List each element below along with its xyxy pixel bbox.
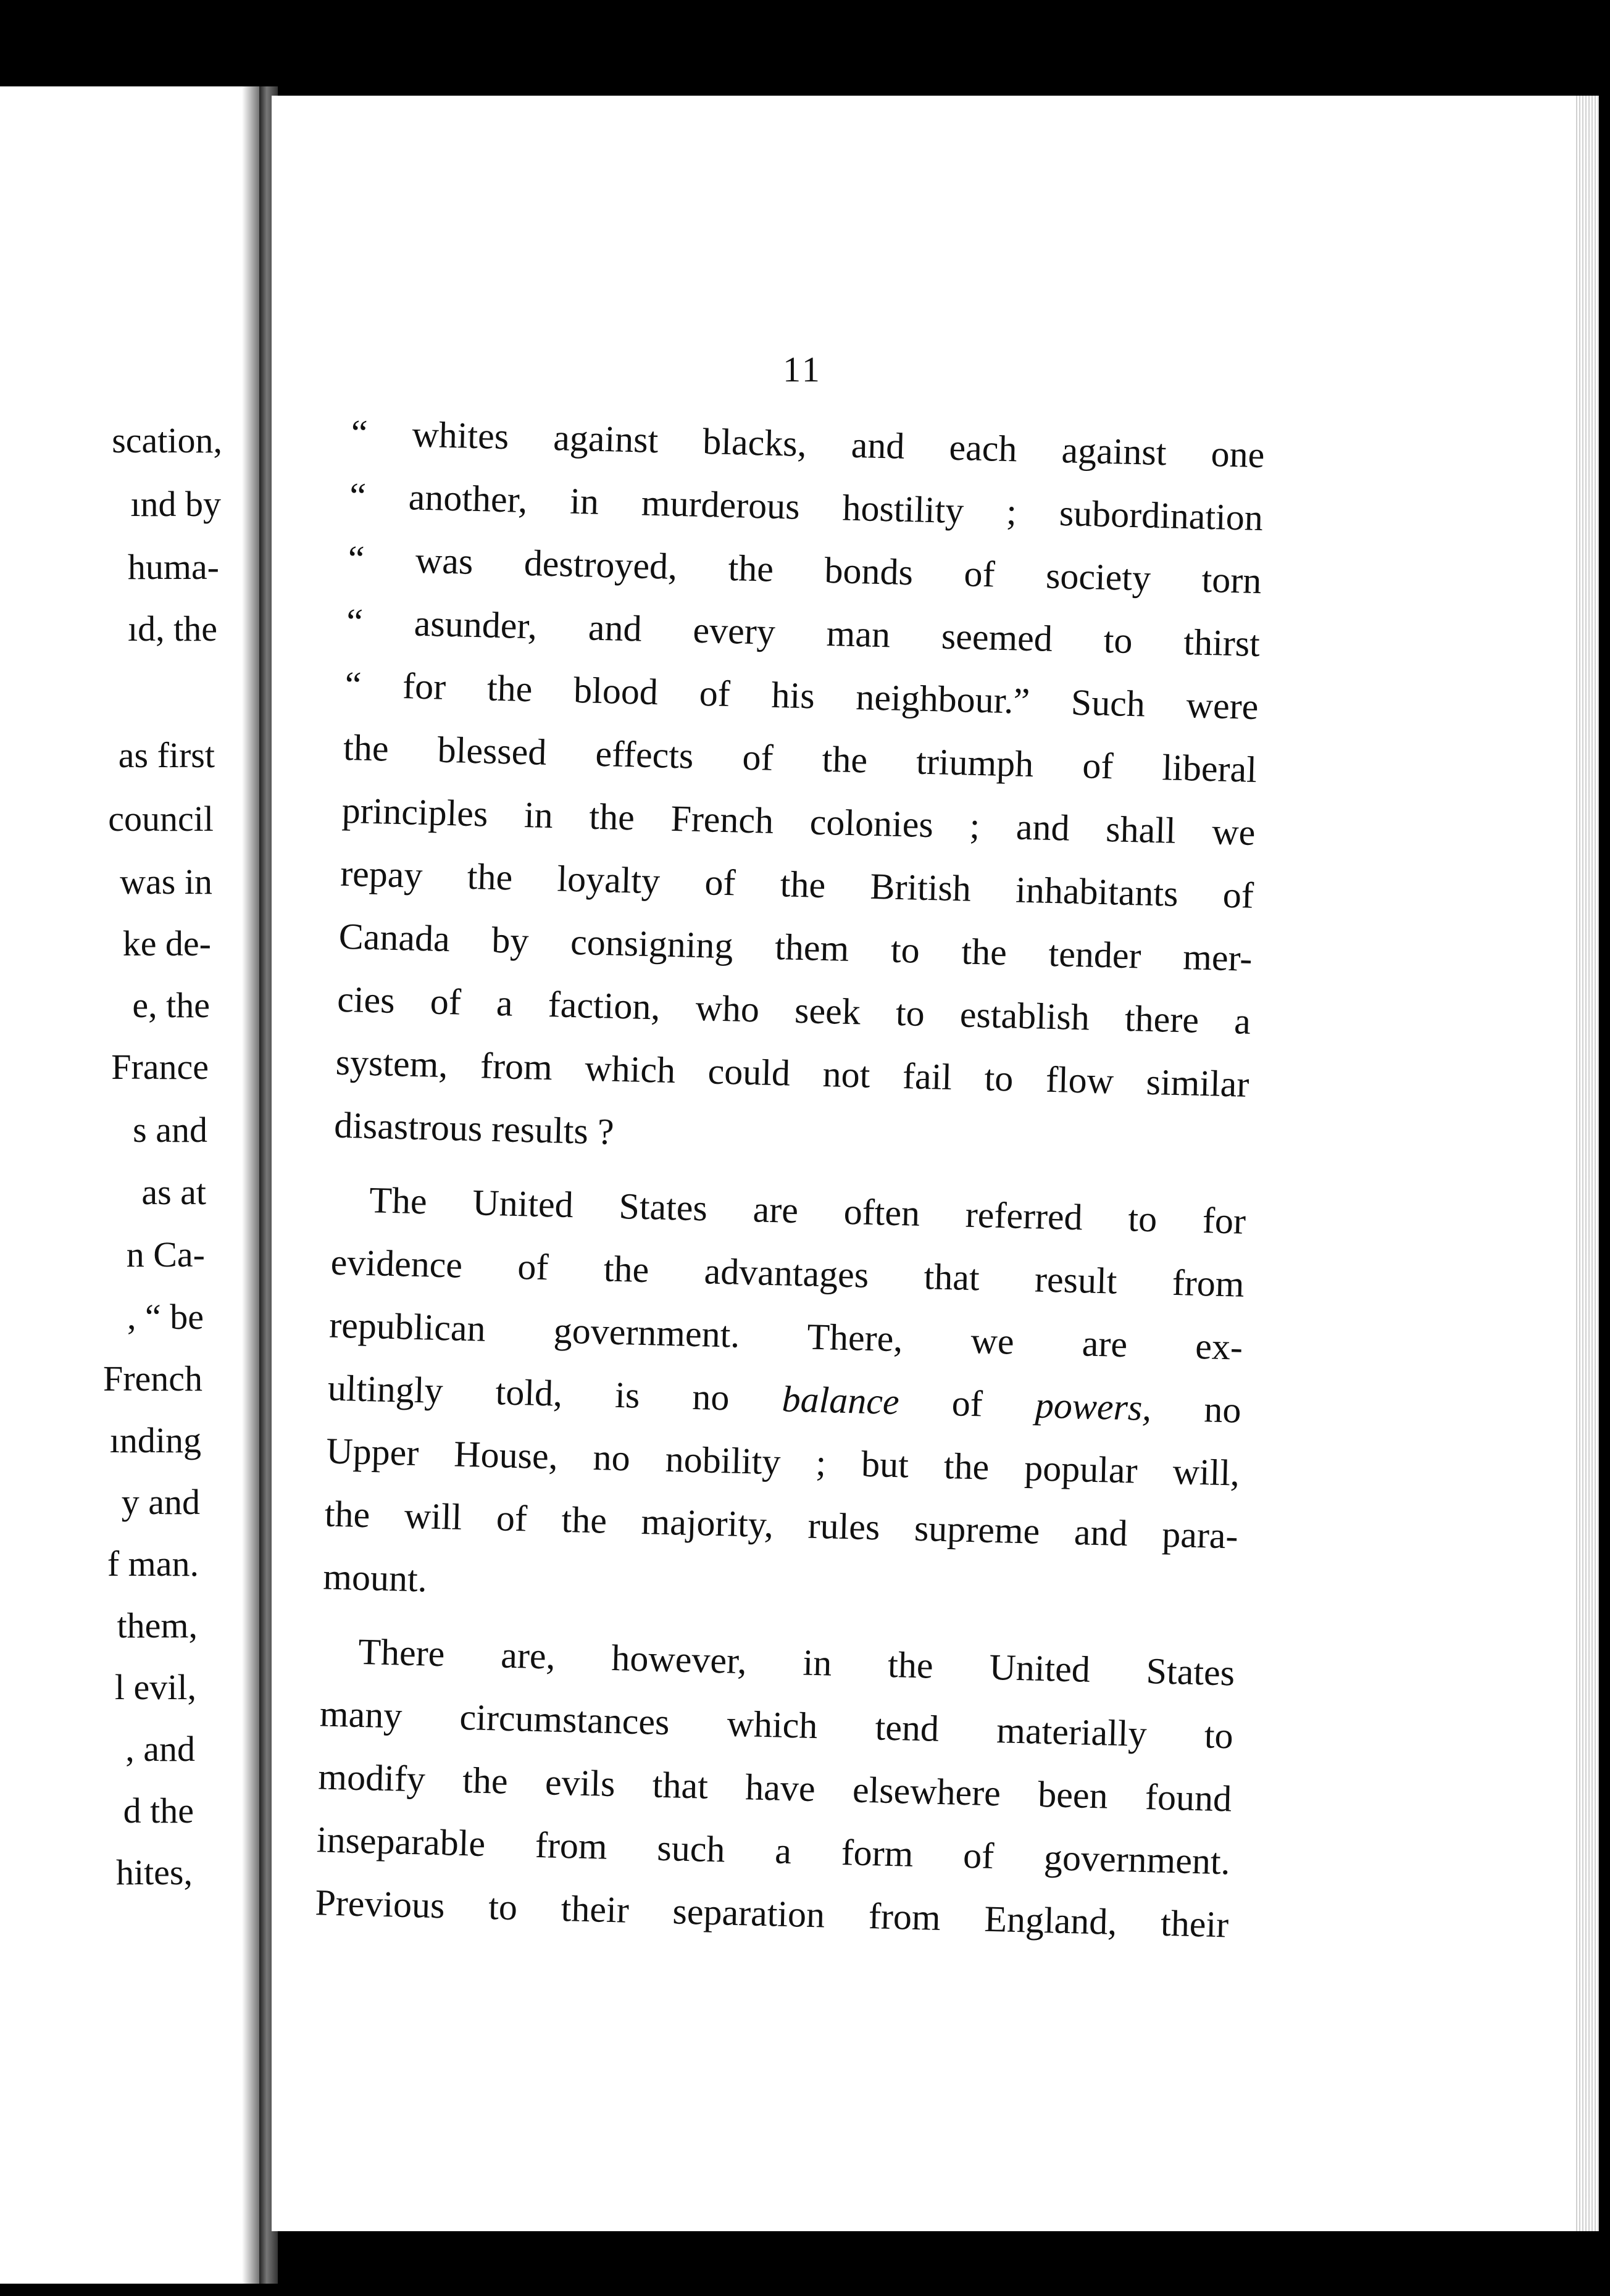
left-page-line: s and <box>133 1110 207 1150</box>
left-page-line: f man. <box>107 1544 199 1584</box>
text-run: ultingly told, is no <box>327 1367 783 1420</box>
text-line: “ for the blood of his neighbour.” Such were <box>344 663 1259 728</box>
text-line: the blessed effects of the triumph of liberal <box>343 726 1258 790</box>
text-line: system, from which could not fail to flow similar <box>335 1041 1250 1105</box>
left-page-line: y and <box>121 1482 200 1522</box>
left-page-line: was in <box>120 862 212 902</box>
left-page-line: France <box>111 1047 209 1087</box>
text-line: principles in the French colonies ; and shall we <box>341 789 1256 853</box>
left-page-line: ıd, the <box>128 609 217 649</box>
facing-page-left <box>0 86 259 2284</box>
page-number: 11 <box>783 349 822 389</box>
left-page-line: , “ be <box>127 1297 204 1337</box>
left-page-line: ınd by <box>130 484 221 524</box>
text-line: There are, however, in the United States <box>357 1631 1235 1694</box>
left-page-line: them, <box>117 1605 198 1645</box>
text-line: “ whites against blacks, and each against one <box>350 412 1266 476</box>
text-line: repay the loyalty of the British inhabitants of <box>340 852 1254 916</box>
text-line: “ asunder, and every man seemed to thirst <box>346 601 1261 665</box>
left-page-line: ke de- <box>122 923 211 963</box>
left-page-line: l evil, <box>114 1667 196 1707</box>
text-line: mount. <box>322 1556 428 1600</box>
left-page-line: French <box>102 1358 202 1399</box>
text-line: the will of the majority, rules supreme and para- <box>324 1493 1239 1557</box>
italic-word-powers: powers, <box>1035 1384 1153 1429</box>
text-line: Previous to their separation from England, their <box>314 1882 1229 1945</box>
left-page-line: ınding <box>109 1420 201 1460</box>
text-line: Upper House, no nobility ; but the popular will, <box>325 1430 1240 1494</box>
text-line: many circumstances which tend materially to <box>319 1693 1234 1757</box>
left-page-line: huma- <box>127 547 219 587</box>
gutter-shadow <box>242 86 259 2284</box>
text-line: The United States are often referred to for <box>369 1179 1246 1242</box>
italic-word-balance: balance <box>781 1378 900 1423</box>
text-line: evidence of the advantages that result from <box>330 1241 1245 1305</box>
text-line: disastrous results ? <box>333 1104 615 1152</box>
left-page-line: e, the <box>132 985 210 1025</box>
text-line: modify the evils that have elsewhere been found <box>317 1756 1232 1820</box>
text-line: inseparable from such a form of government. <box>316 1819 1231 1882</box>
left-page-line: , and <box>125 1729 195 1769</box>
left-page-line: as first <box>118 735 215 775</box>
left-page-line: scation, <box>112 420 222 460</box>
page-edge-stack <box>1574 96 1599 2231</box>
left-page-line: n Ca- <box>126 1234 205 1275</box>
left-page-line: d the <box>123 1791 194 1831</box>
left-page-line: council <box>108 799 214 839</box>
text-run: of <box>898 1381 1036 1426</box>
left-page-line: as at <box>141 1172 206 1212</box>
text-line: Canada by consigning them to the tender mer- <box>338 915 1253 979</box>
body-text <box>314 401 1265 1956</box>
page-main <box>272 96 1599 2231</box>
left-page-line: hites, <box>115 1852 193 1892</box>
text-run: no <box>1151 1387 1242 1431</box>
text-line: “ was destroyed, the bonds of society torn <box>347 538 1262 602</box>
text-line: republican government. There, we are ex- <box>328 1304 1243 1368</box>
text-line: cies of a faction, who seek to establish there a <box>336 978 1251 1042</box>
text-line: “ another, in murderous hostility ; subordination <box>349 475 1264 539</box>
